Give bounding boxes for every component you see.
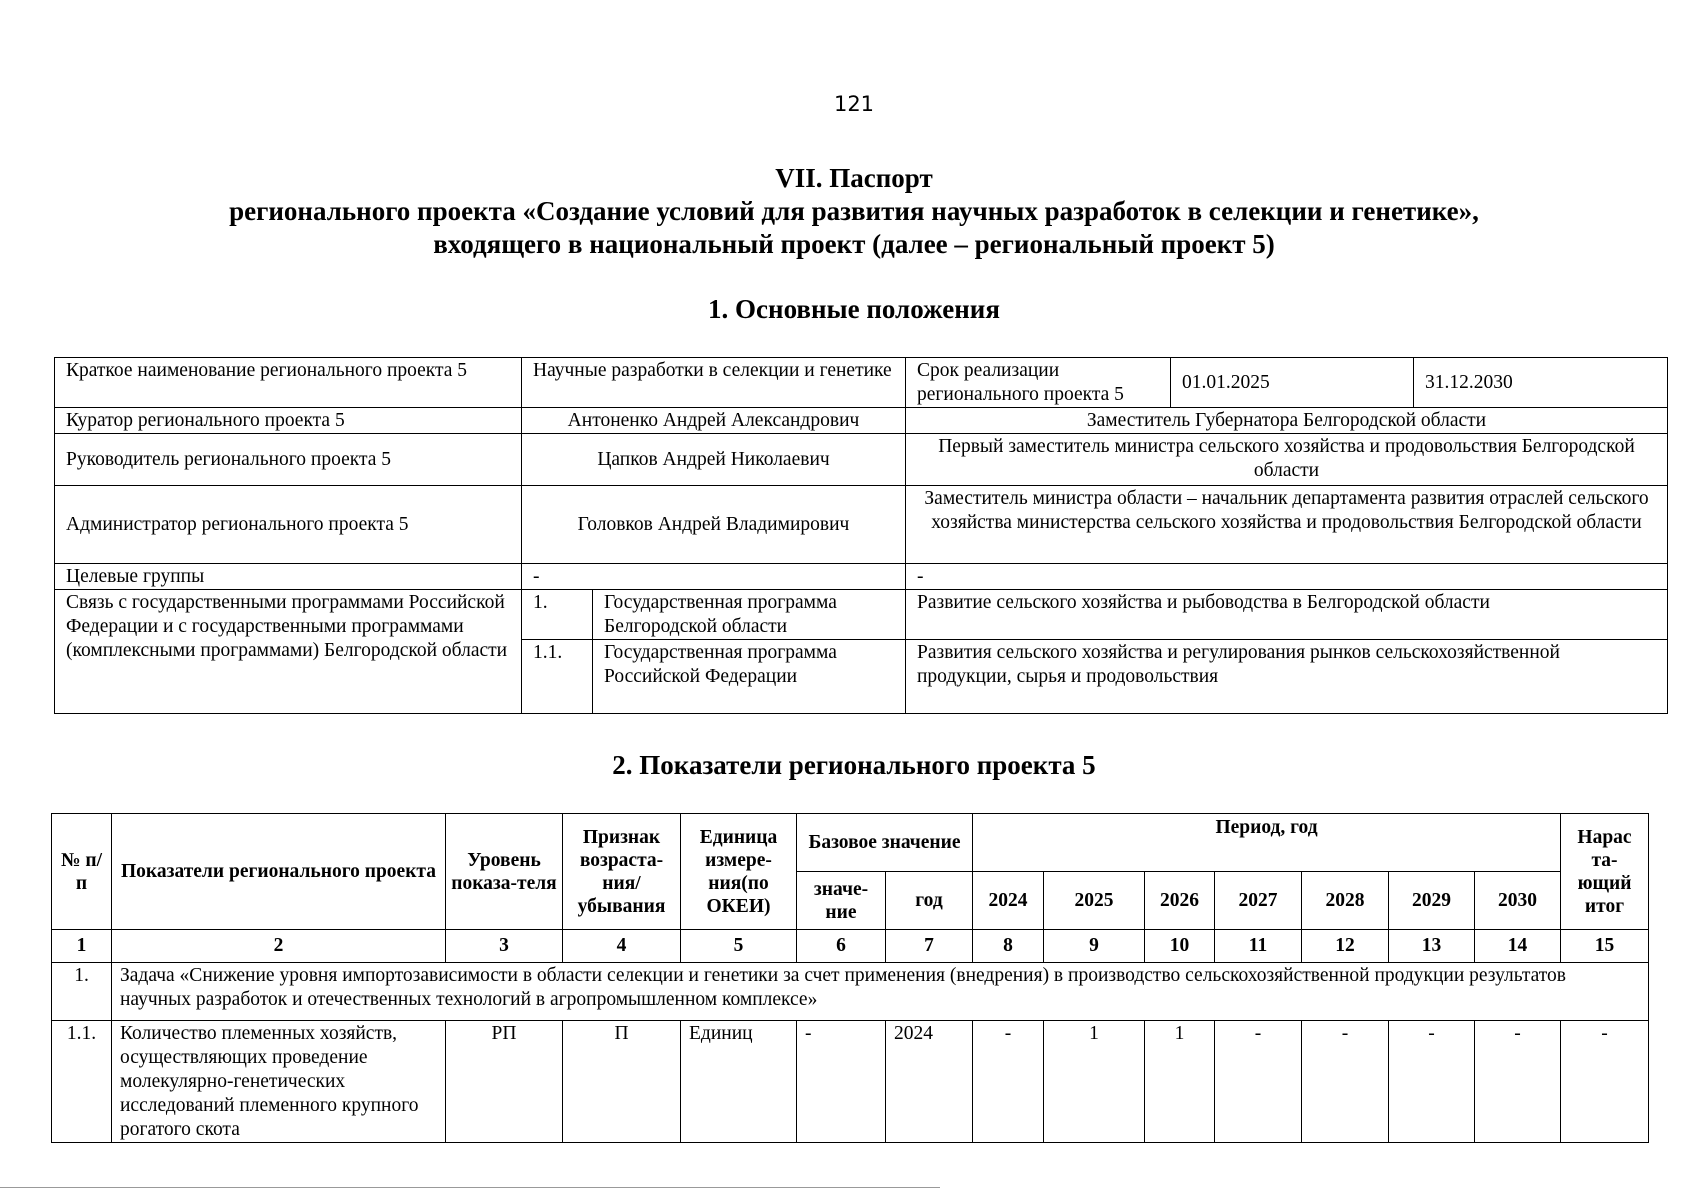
indicator-base-year: 2024 bbox=[886, 1021, 973, 1143]
column-number: 1 bbox=[52, 930, 112, 963]
project-info-table bbox=[54, 357, 1668, 714]
header-year-2030: 2030 bbox=[1475, 872, 1561, 930]
header-num: № п/п bbox=[52, 814, 112, 930]
title-line-3: входящего в национальный проект (далее – региональный проект 5) bbox=[433, 229, 1275, 259]
header-period: Период, год bbox=[973, 814, 1561, 872]
footer-divider bbox=[0, 1187, 940, 1188]
curator-name: Антоненко Андрей Александрович bbox=[522, 408, 906, 434]
header-base-value: значе-ние bbox=[797, 872, 886, 930]
column-number: 3 bbox=[446, 930, 563, 963]
section-2-title: 2. Показатели регионального проекта 5 bbox=[612, 750, 1096, 780]
term-start: 01.01.2025 bbox=[1171, 358, 1414, 408]
header-base-year: год bbox=[886, 872, 973, 930]
header-trend: Признак возраста-ния/ убывания bbox=[563, 814, 681, 930]
column-number: 12 bbox=[1302, 930, 1389, 963]
indicator-unit: Единиц bbox=[681, 1021, 797, 1143]
column-number: 14 bbox=[1475, 930, 1561, 963]
header-indicator: Показатели регионального проекта bbox=[112, 814, 446, 930]
column-number: 7 bbox=[886, 930, 973, 963]
curator-position: Заместитель Губернатора Белгородской области bbox=[906, 408, 1668, 434]
admin-position: Заместитель министра области – начальник департамента развития отраслей сельского хозяйства министерства сельского хозяйства и продовольствия Белгородской области bbox=[906, 486, 1668, 564]
column-number: 9 bbox=[1044, 930, 1145, 963]
target-groups-value: - bbox=[522, 564, 906, 590]
title-line-1: VII. Паспорт bbox=[775, 163, 933, 193]
indicator-level: РП bbox=[446, 1021, 563, 1143]
target-groups-value-2: - bbox=[906, 564, 1668, 590]
indicator-trend: П bbox=[563, 1021, 681, 1143]
column-number: 8 bbox=[973, 930, 1044, 963]
header-cumulative: Нарас та-ющий итог bbox=[1561, 814, 1649, 930]
curator-label: Куратор регионального проекта 5 bbox=[55, 408, 522, 434]
header-year-2029: 2029 bbox=[1389, 872, 1475, 930]
column-number: 10 bbox=[1145, 930, 1215, 963]
column-number: 2 bbox=[112, 930, 446, 963]
header-year-2025: 2025 bbox=[1044, 872, 1145, 930]
column-number: 4 bbox=[563, 930, 681, 963]
head-label: Руководитель регионального проекта 5 bbox=[55, 434, 522, 486]
document-title bbox=[0, 162, 1708, 261]
column-number: 15 bbox=[1561, 930, 1649, 963]
indicator-value-2025: 1 bbox=[1044, 1021, 1145, 1143]
admin-label: Администратор регионального проекта 5 bbox=[55, 486, 522, 564]
column-number: 13 bbox=[1389, 930, 1475, 963]
task-text: Задача «Снижение уровня импортозависимости в области селекции и генетики за счет применения (внедрения) в производство сельскохозяйственной продукции результатов научных разработок и отечественных технологий в агропромышленном комплексе» bbox=[112, 963, 1649, 1021]
program-row-num: 1.1. bbox=[522, 640, 593, 714]
column-number: 11 bbox=[1215, 930, 1302, 963]
indicator-value-2024: - bbox=[973, 1021, 1044, 1143]
term-end: 31.12.2030 bbox=[1414, 358, 1668, 408]
header-year-2024: 2024 bbox=[973, 872, 1044, 930]
indicator-base-value: - bbox=[797, 1021, 886, 1143]
program-row-type: Государственная программа Белгородской области bbox=[593, 590, 906, 640]
header-base: Базовое значение bbox=[797, 814, 973, 872]
head-name: Цапков Андрей Николаевич bbox=[522, 434, 906, 486]
admin-name: Головков Андрей Владимирович bbox=[522, 486, 906, 564]
indicator-value-2030: - bbox=[1475, 1021, 1561, 1143]
indicator-name: Количество племенных хозяйств, осуществляющих проведение молекулярно-генетических исследований племенного крупного рогатого скота bbox=[112, 1021, 446, 1143]
header-unit: Единица измере-ния(по ОКЕИ) bbox=[681, 814, 797, 930]
program-row-type: Государственная программа Российской Федерации bbox=[593, 640, 906, 714]
program-row-name: Развития сельского хозяйства и регулирования рынков сельскохозяйственной продукции, сырья и продовольствия bbox=[906, 640, 1668, 714]
indicator-cumulative: - bbox=[1561, 1021, 1649, 1143]
indicator-value-2029: - bbox=[1389, 1021, 1475, 1143]
task-num: 1. bbox=[52, 963, 112, 1021]
indicator-value-2026: 1 bbox=[1145, 1021, 1215, 1143]
programs-link-label: Связь с государственными программами Российской Федерации и с государственными программами (комплексными программами) Белгородской области bbox=[55, 590, 522, 714]
indicators-table bbox=[51, 813, 1649, 1143]
section-1-title: 1. Основные положения bbox=[708, 294, 1000, 324]
target-groups-label: Целевые группы bbox=[55, 564, 522, 590]
short-name-value: Научные разработки в селекции и генетике bbox=[522, 358, 906, 408]
indicator-num: 1.1. bbox=[52, 1021, 112, 1143]
indicator-value-2027: - bbox=[1215, 1021, 1302, 1143]
header-year-2027: 2027 bbox=[1215, 872, 1302, 930]
program-row-num: 1. bbox=[522, 590, 593, 640]
term-label: Срок реализации регионального проекта 5 bbox=[906, 358, 1171, 408]
header-year-2028: 2028 bbox=[1302, 872, 1389, 930]
header-level: Уровень показа-теля bbox=[446, 814, 563, 930]
title-line-2: регионального проекта «Создание условий для развития научных разработок в селекции и генетике», bbox=[229, 196, 1479, 226]
column-number: 5 bbox=[681, 930, 797, 963]
page-number: 121 bbox=[833, 92, 875, 116]
column-number: 6 bbox=[797, 930, 886, 963]
short-name-label: Краткое наименование регионального проекта 5 bbox=[55, 358, 522, 408]
indicator-value-2028: - bbox=[1302, 1021, 1389, 1143]
program-row-name: Развитие сельского хозяйства и рыбоводства в Белгородской области bbox=[906, 590, 1668, 640]
head-position: Первый заместитель министра сельского хозяйства и продовольствия Белгородской области bbox=[906, 434, 1668, 486]
header-year-2026: 2026 bbox=[1145, 872, 1215, 930]
